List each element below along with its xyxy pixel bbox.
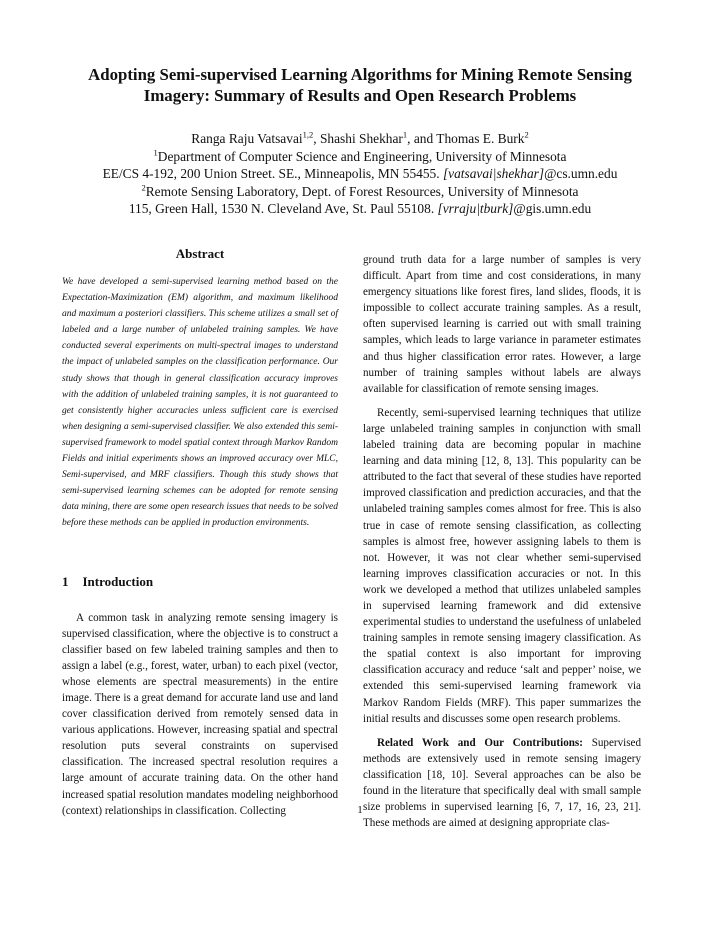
title-line-2: Imagery: Summary of Results and Open Research Problems (143, 86, 577, 105)
abstract-text: We have developed a semi-supervised learning method based on the Expectation-Maximization (EM) algorithm, and maximum likelihood and maximum a posteriori classifiers. This scheme utilizes a small set of labeled and a large number of unlabeled training samples. We have conducted several experiments on multi-spectral images to understand the impact of unlabeled samples on the classification performance. Our study shows that though in general classification accuracy improves with the addition of unlabeled training samples, it is not guaranteed to get consistently higher accuracies unless sufficient care is exercised when designing a semi-supervised classifier. We also extended this semi-supervised framework to model spatial context through Markov Random Fields and initial experiments shows an improved accuracy over MLC, Semi-supervised, and MRF classifiers. Though this study shows that semi-supervised learning schemes can be adopted for remote sensing data mining, there are some open research issues that needs to be solved before these methods can be applied in production environments. (62, 277, 338, 529)
related-work-text: Supervised methods are extensively used in remote sensing imagery classification [18, 10]. Several approaches can be also be found in the literature that specifically deal with small sample size problems in supervised learning [6, 7, 17, 16, 23, 21]. These methods are aimed at designing appropriate clas- (363, 736, 641, 830)
affiliation-name: Department of Computer Science and Engineering, University of Minnesota (157, 148, 567, 164)
postal-address: EE/CS 4-192, 200 Union Street. SE., Minneapolis, MN 55455. (102, 166, 443, 182)
related-work-paragraph (363, 735, 641, 832)
introduction-paragraph: Recently, semi-supervised learning techniques that utilize large unlabeled training samples in conjunction with small labeled training data are becoming popular in machine learning and data mining [12, 8, 13]. This popularity can be attributed to the fact that several of these studies have reported improved classification and prediction accuracies, and that the unlabeled training samples comes almost for free. This is also true in case of remote sensing classification, as collecting samples is almost free, however assigning labels to them is not. However, it was not clear whether semi-supervised learning improves classification accuracies or not. In this work we developed a method that utilizes unlabeled samples in supervised learning framework and did extensive experimental studies to understand the usefulness of unlabeled training samples in remote sensing imagery classification. As the spatial context is also important for improving classification accuracy and reduce ‘salt and pepper’ noise, we extended this semi-supervised learning framework via Markov Random Fields (MRF). This paper summarizes the initial results and discusses some open research problems. (363, 406, 641, 725)
right-column (363, 252, 641, 831)
introduction-paragraph-continued: ground truth data for a large number of samples is very difficult. Apart from time and cost considerations, in many emergency situations like forest fires, land slides, floods, it is impossible to collect accurate training samples. As a result, often supervised learning is carried out with small training samples, which leads to large variance in parameter estimates and thus higher classification error rates. However, a large number of training samples without labels are always available for classification of remote sensing images. (363, 254, 641, 395)
email-users: [vrraju|tburk] (437, 201, 514, 217)
section-number: 1 (62, 573, 69, 589)
email-users: [vatsavai|shekhar] (442, 166, 545, 182)
email-domain: @cs.umn.edu (544, 166, 618, 182)
affiliation-mark: 1 (153, 147, 158, 158)
abstract-heading: Abstract (175, 246, 225, 261)
author-separator: , (313, 131, 320, 146)
affiliation-name: Remote Sensing Laboratory, Dept. of Forest Resources, University of Minnesota (145, 183, 579, 199)
affiliation-line (20, 148, 700, 166)
author-name: Shashi Shekhar (319, 131, 403, 146)
address-line (20, 200, 700, 218)
author-affiliation-mark: 1,2 (302, 129, 314, 140)
author-separator: , and (407, 131, 437, 146)
run-in-heading: Related Work and Our Contributions: (377, 736, 583, 749)
paper-title (40, 64, 680, 106)
section-title: Introduction (82, 573, 154, 589)
author-block (20, 130, 700, 218)
author-affiliation-mark: 2 (524, 129, 529, 140)
author-line (20, 130, 700, 148)
author-affiliation-mark: 1 (402, 129, 408, 140)
affiliation-line (20, 183, 700, 201)
page-number: 1 (357, 804, 363, 816)
affiliation-mark: 2 (141, 182, 146, 193)
section-heading-introduction (62, 574, 338, 590)
author-name: Thomas E. Burk (436, 131, 525, 146)
title-line-1: Adopting Semi-supervised Learning Algorithms for Mining Remote Sensing (88, 65, 632, 84)
introduction-paragraph: A common task in analyzing remote sensing imagery is supervised classification, where the objective is to construct a classifier based on few labeled training samples and then to assign a label (e.g., forest, water, urban) to each pixel (vector, whose elements are spectral measurements) in the entire image. There is a great demand for accurate land use and land cover classification derived from remotely sensed data in various applications. However, increasing spatial and spectral resolution puts several constraints on supervised classification. The increased spectral resolution requires a large amount of accurate training data. On the other hand increased spatial resolution mandates modeling neighborhood (context) relationships in classification. Collecting (62, 611, 338, 817)
email-domain: @gis.umn.edu (513, 201, 592, 217)
author-name: Ranga Raju Vatsavai (191, 131, 303, 146)
left-column (62, 246, 338, 819)
postal-address: 115, Green Hall, 1530 N. Cleveland Ave, St. Paul 55108. (128, 201, 438, 217)
address-line (20, 165, 700, 183)
